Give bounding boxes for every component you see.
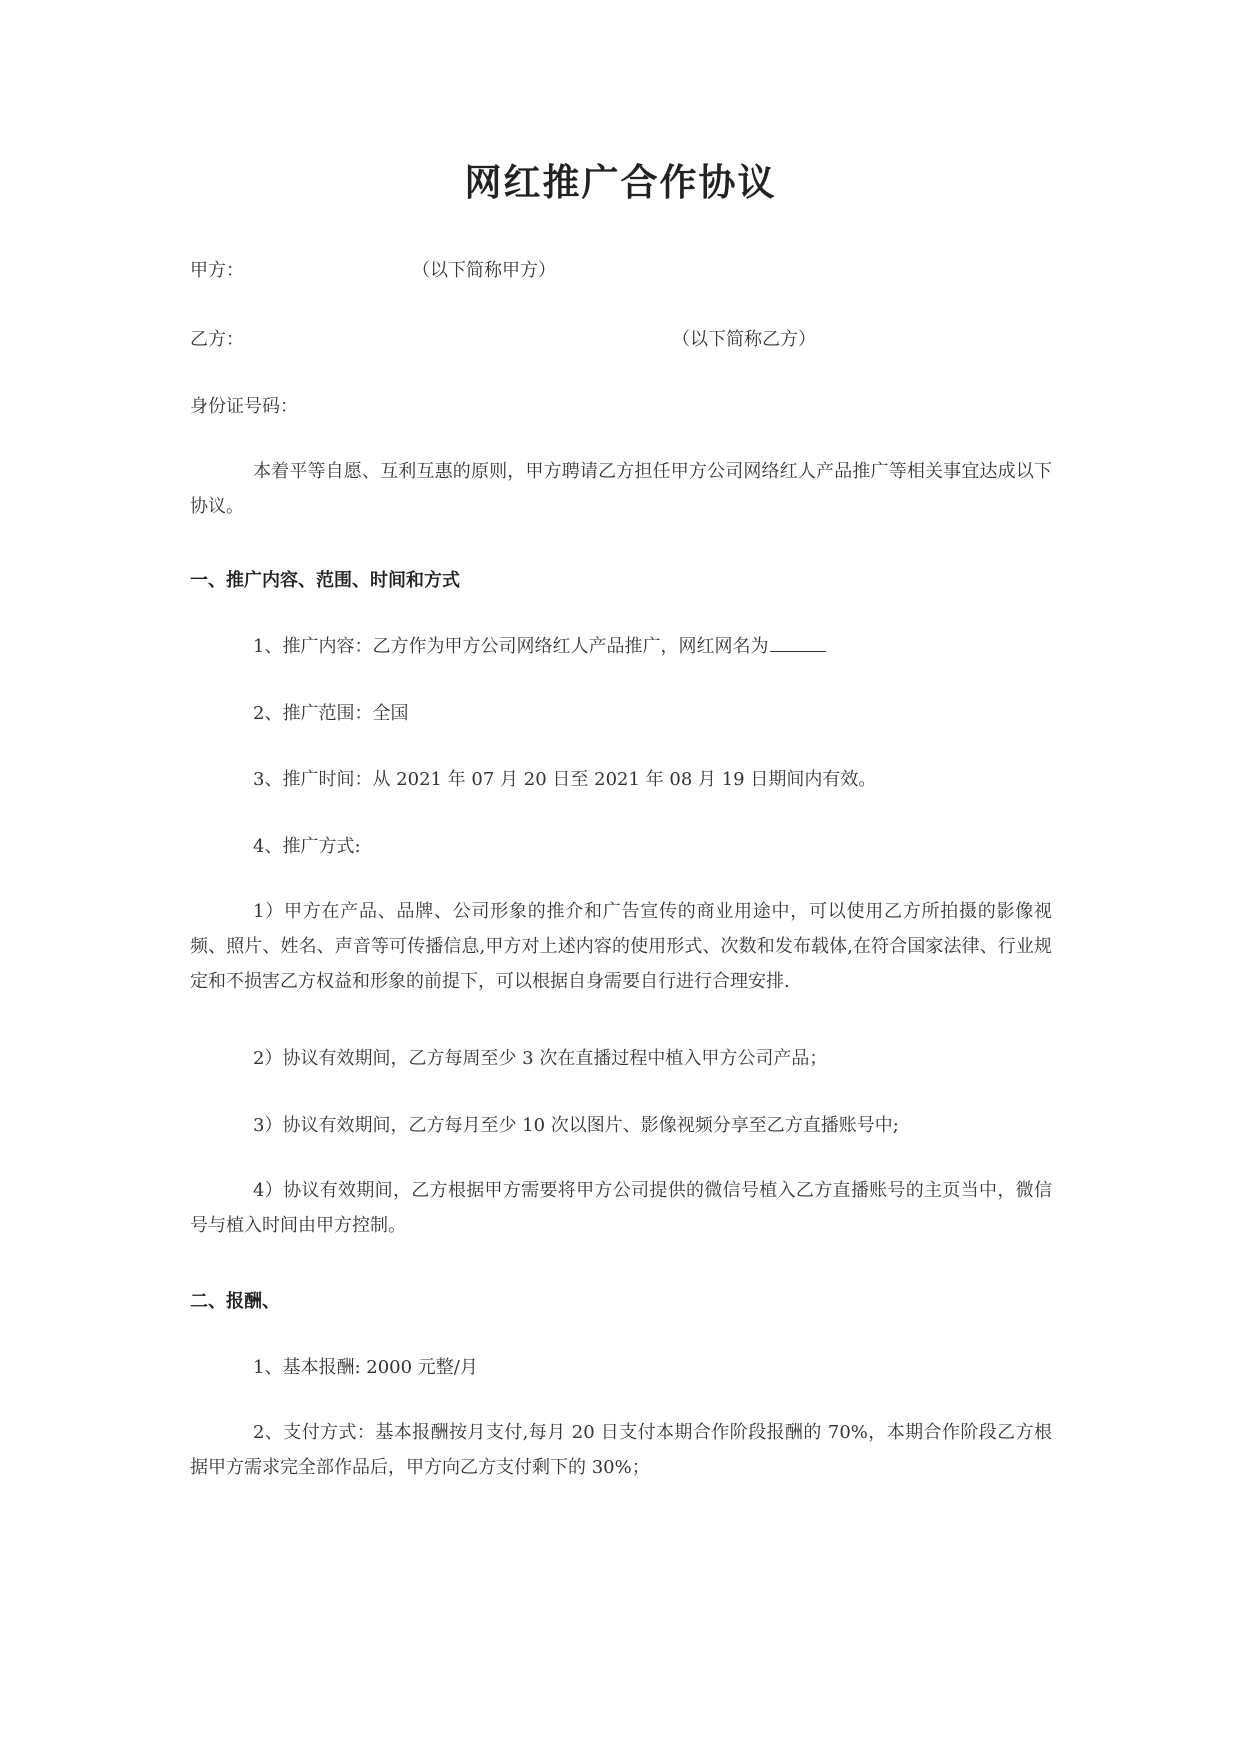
section-2-item-1: 1、基本报酬: 2000 元整/月 (253, 1357, 478, 1378)
intro-paragraph: 本着平等自愿、互利互惠的原则，甲方聘请乙方担任甲方公司网络红人产品推广等相关事宜达成以下协议。 (190, 461, 1052, 517)
section-1-sub-3: 3）协议有效期间，乙方每月至少 10 次以图片、影像视频分享至乙方直播账号中; (253, 1115, 899, 1136)
section-1-sub-2: 2）协议有效期间，乙方每周至少 3 次在直播过程中植入甲方公司产品； (253, 1048, 828, 1069)
section-1-sub-4: 4）协议有效期间，乙方根据甲方需要将甲方公司提供的微信号植入乙方直播账号的主页当中，微信号与植入时间由甲方控制。 (190, 1180, 1052, 1236)
section-2-heading: 二、报酬、 (190, 1291, 280, 1312)
section-1-item-2: 2、推广范围：全国 (253, 703, 409, 724)
party-a-note: （以下简称甲方） (412, 260, 556, 281)
party-b-note: （以下简称乙方） (672, 329, 816, 350)
id-number-label: 身份证号码： (190, 396, 298, 417)
fill-in-blank (770, 633, 826, 652)
section-1-item-1-text: 1、推广内容：乙方作为甲方公司网络红人产品推广，网红网名为 (253, 636, 769, 657)
party-b-label: 乙方： (190, 329, 244, 350)
section-1-heading: 一、推广内容、范围、时间和方式 (190, 570, 460, 591)
section-2-item-2: 2、支付方式：基本报酬按月支付,每月 20 日支付本期合作阶段报酬的 70%，本期合作阶段乙方根据甲方需求完全部作品后，甲方向乙方支付剩下的 30%； (190, 1422, 1052, 1478)
document-title: 网红推广合作协议 (464, 160, 777, 204)
section-1-item-4: 4、推广方式: (253, 836, 361, 857)
section-1-item-3: 3、推广时间：从 2021 年 07 月 20 日至 2021 年 08 月 19 日期间内有效。 (253, 769, 877, 790)
party-a-label: 甲方： (190, 260, 244, 281)
section-1-item-1 (253, 630, 826, 664)
section-1-sub-1: 1）甲方在产品、品牌、公司形象的推介和广告宣传的商业用途中，可以使用乙方所拍摄的影像视频、照片、姓名、声音等可传播信息,甲方对上述内容的使用形式、次数和发布载体,在符合国家法律、行业规定和不损害乙方权益和形象的前提下，可以根据自身需要自行进行合理安排. (190, 901, 1052, 992)
